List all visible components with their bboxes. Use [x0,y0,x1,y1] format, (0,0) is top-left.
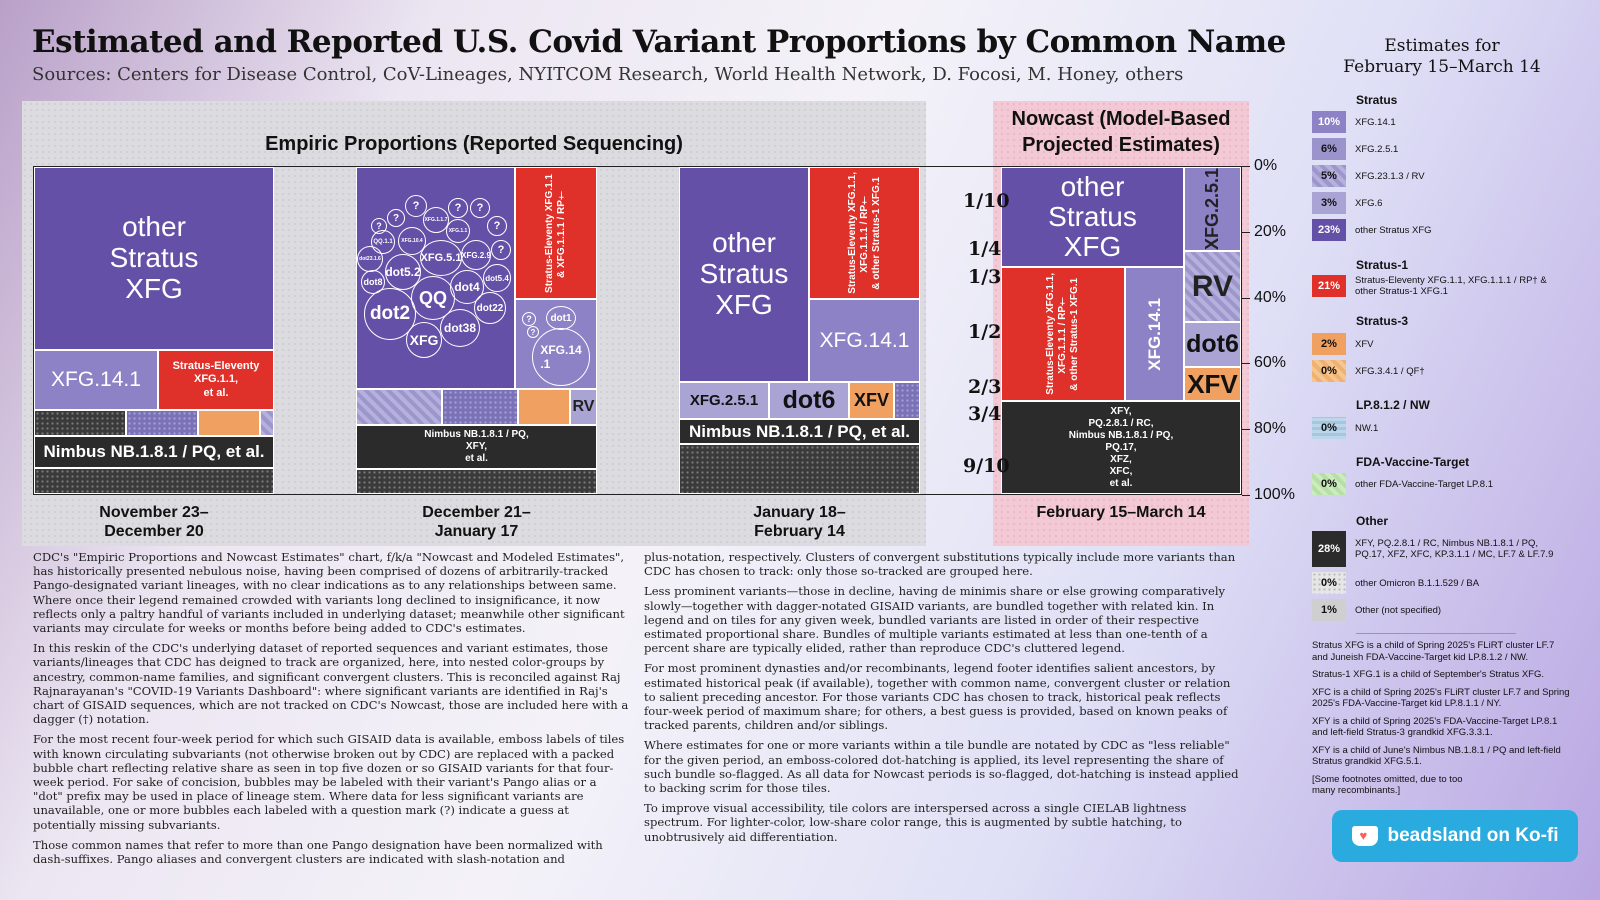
tile-p1-minor-b [126,410,198,436]
bubble-xfg-1-1-7: XFG.1.1.7 [423,207,449,233]
legend-heading: Estimates for February 15–March 14 [1343,36,1541,77]
bubble-dot5-4: dot5.4 [483,264,511,292]
tile-p2-rv: RV [570,389,597,425]
legend-item [1312,138,1398,160]
body-text-col-1 [33,550,629,872]
y-tick-label: 40% [1254,289,1287,306]
bubble-unknown: ? [491,240,511,260]
tile-p2-nimbus: Nimbus NB.1.8.1 / PQ, XFY, et al. [356,425,597,469]
tile-p1-other-stratus-xfg: other Stratus XFG [34,167,274,350]
tile-p4-other-stratus-xfg: other Stratus XFG [1001,167,1184,267]
legend-note: [Some footnotes omitted, due to too many recombinants.] [1312,773,1463,796]
y-tick-mark [1242,298,1250,299]
legend-group-stratus-1: Stratus-1 [1356,258,1409,272]
fraction-tick: 1/2 [968,321,1002,343]
legend-item [1312,531,1570,567]
x-label-period-1: November 23– December 20 [99,504,209,541]
tile-p2-small-a [356,389,442,425]
tile-p3-xfg-2-5-1: XFG.2.5.1 [679,382,769,419]
tile-p4-stratus-eleventy-label: Stratus-Eleventy XFG.1.1, XFG.1.1.1 / RP† & other Stratus-1 XFG.1 [1045,273,1080,395]
y-tick-mark [1242,429,1250,430]
bubble-dot1: dot1 [546,306,576,330]
tile-p3-nimbus-hatched [679,444,920,494]
y-tick-mark [1242,166,1250,167]
y-tick-label: 20% [1254,223,1287,240]
y-tick-label: 100% [1254,486,1295,503]
legend-notes [1312,640,1570,797]
body-paragraph: Those common names that refer to more than one Pango designation have been normalized with dash-suffixes. Pango aliases and convergent clusters are indicated with slash-notation and [33,837,603,867]
bubble-unknown: ? [522,312,536,326]
tile-p2-stratus-eleventy-label: Stratus-Eleventy XFG.1.1 & XFG.1.1.1 / RP† [544,173,567,293]
tile-p2-small-c [518,389,570,425]
page-subtitle: Sources: Centers for Disease Control, CoV-Lineages, NYITCOM Research, World Health Network, D. Focosi, M. Honey, others [32,64,1184,85]
bubble-xfg-1-1: XFG.1.1 [446,219,470,243]
tile-p2-stratus-eleventy [515,167,597,299]
tile-p4-xfg-14-1 [1125,267,1184,401]
tile-p4-xfg-14-1-label: XFG.14.1 [1144,297,1164,371]
legend-swatch: 5% [1312,165,1346,187]
legend-label: NW.1 [1355,422,1379,434]
legend-label: other Stratus XFG [1355,224,1432,236]
bubble-unknown: ? [371,218,387,234]
legend-swatch: 1% [1312,599,1346,621]
y-tick-label: 80% [1254,420,1287,437]
tile-p4-xfg-2-5-1 [1184,167,1241,251]
legend-item [1312,165,1425,187]
tile-p4-xfg-2-5-1-label: XFG.2.5.1 [1202,167,1222,251]
legend-item [1312,572,1479,594]
tile-p3-xfv: XFV [849,382,894,419]
legend-label: Other (not specified) [1355,604,1442,616]
legend-swatch: 3% [1312,192,1346,214]
tile-p3-minor [894,382,920,419]
body-paragraph: Less prominent variants—those in decline, having de minimis share or else growing comparatively slowly—together with dagger-notated GISAID variants, are bundled together with related kin. In legend and on tiles for any given week, bundled variants are listed in order of their respective estimated proportional share. Bundles of multiple variants estimated at less than one-tenth of a percent share are typically elided, rather than reproduce CDC's cluttered legend. [644,584,1226,656]
kofi-button[interactable] [1332,810,1578,862]
tile-p1-nimbus-hatched [34,468,274,494]
tile-p3-xfg-14-1: XFG.14.1 [809,299,920,382]
legend-label: other FDA-Vaccine-Target LP.8.1 [1355,478,1493,490]
tile-p4-dot6: dot6 [1184,322,1241,367]
empiric-panel-title: Empiric Proportions (Reported Sequencing) [265,133,683,155]
tile-p4-xfv: XFV [1184,367,1241,401]
y-tick-label: 0% [1254,157,1278,174]
legend-item [1312,111,1396,133]
fraction-tick: 1/4 [968,238,1002,260]
legend-group-stratus-3: Stratus-3 [1356,314,1409,328]
legend-label: Stratus-Eleventy XFG.1.1, XFG.1.1.1 / RP† & other Stratus-1 XFG.1 [1355,275,1547,297]
bubble-unknown: ? [387,209,405,227]
legend-group-other: Other [1356,514,1389,528]
legend-item [1312,417,1378,439]
legend-note: XFC is a child of Spring 2025's FLiRT cluster LF.7 and Spring 2025's FDA-Vaccine-Target kid LP.8.1.1 / NY. [1312,686,1570,709]
y-tick-mark [1242,232,1250,233]
nowcast-panel-title: Nowcast (Model-Based Projected Estimates) [1011,108,1231,156]
legend-label: XFG.3.4.1 / QF† [1355,365,1425,377]
legend-swatch: 21% [1312,275,1346,297]
x-label-period-3: January 18– February 14 [753,504,846,541]
tile-p4-rv: RV [1184,251,1241,322]
legend-item [1312,473,1493,495]
bubble-xfg-5-1: XFG.5.1 [420,240,462,276]
legend-swatch: 0% [1312,360,1346,382]
body-paragraph: In this reskin of the CDC's underlying dataset of reported sequences and variant estimates, those variants/lineages that CDC has deigned to track are organized, here, into nested color-groups by ancestry, common-name families, and significant convergent clusters. This is reconciled against Raj Rajnarayanan's "COVID-19 Variants Dashboard": where significant variants are identified in Raj's chart of GISAID sequences, which are not tracked on CDC's Nowcast, those are included here with a dagger (†) notation. [33,641,629,727]
tile-p1-xfg-14-1: XFG.14.1 [34,350,158,410]
bubble-unknown: ? [405,195,427,217]
fraction-tick: 9/10 [963,455,1010,477]
bubble-dot5-2: dot5.2 [385,254,421,290]
legend-label: other Omicron B.1.1.529 / BA [1355,577,1480,589]
body-paragraph: To improve visual accessibility, tile colors are interspersed across a single CIELAB lightness spectrum. For lighter-color, low-share color range, this is augmented by subtle hatching, to unobtrusively aid differentiation. [644,801,1187,844]
legend-item [1312,192,1382,214]
tile-p4-stratus-eleventy [1001,267,1125,401]
fraction-tick: 3/4 [968,403,1002,425]
legend-label: XFY, PQ.2.8.1 / RC, Nimbus NB.1.8.1 / PQ, PQ.17, XFZ, XFC, KP.3.1.1 / MC, LF.7 & LF.7.9 [1355,538,1554,560]
legend-item [1312,275,1565,297]
y-axis-ticks [1242,157,1302,503]
legend-group-lp-8-1-2: LP.8.1.2 / NW [1356,398,1430,412]
body-paragraph: Where estimates for one or more variants within a tile bundle are notated by CDC as "less reliable" for the given period, an emboss-colored dot-hatching is applied, its level representing the share of such bundle so-flagged. As all data for Nowcast periods is so-flagged, dot-hatching is instead applied to backing scrim for those tiles. [644,738,1239,796]
legend-note: XFY is a child of June's Nimbus NB.1.8.1 / PQ and left-field Stratus grandkid XFG.5.1. [1312,744,1561,767]
bubble-xfg-14-1: XFG.14 .1 [532,328,590,386]
tile-p4-other: XFY, PQ.2.8.1 / RC, Nimbus NB.1.8.1 / PQ, PQ.17, XFZ, XFC, et al. [1001,401,1241,494]
bubble-dot38: dot38 [440,309,480,347]
legend-item [1312,333,1373,355]
tile-p1-minor-a [34,410,126,436]
legend-item [1312,360,1425,382]
kofi-label: beadsland on Ko-fi [1387,825,1559,846]
cup-heart-icon: ♥ [1352,826,1378,846]
legend-item [1312,599,1441,621]
bubble-unknown: ? [487,216,507,236]
legend-item [1312,219,1432,241]
x-label-period-2: December 21– January 17 [422,504,531,541]
tile-p3-nimbus: Nimbus NB.1.8.1 / PQ, et al. [679,419,920,444]
legend-swatch: 2% [1312,333,1346,355]
tile-p2-small-b [442,389,518,425]
y-tick-mark [1242,363,1250,364]
legend-note: XFY is a child of Spring 2025's FDA-Vaccine-Target LP.8.1 and left-field Stratus-3 grandkid XFG.3.3.1. [1312,715,1558,738]
fraction-tick: 1/10 [963,190,1010,212]
tile-p3-stratus-eleventy [809,167,920,299]
body-paragraph: For the most recent four-week period for which such GISAID data is available, emboss labels of tiles with known circulating subvariants (not otherwise broken out by CDC) are replaced with a packed bubble chart reflecting relative share as seen in top five dozen or so GISAID variants for that four-week period. For sake of concision, bubbles may be labeled with their variant's Pango alias or a "dot" prefix may be used in place of lineage stem. Where data for less significant variants are unavailable, one or more bubbles each labeled with a question mark (?) indicate a guess at potentially missing subvariants. [33,732,625,832]
bubble-qq-1-1: QQ.1.1 [371,230,395,254]
y-tick-mark [1242,495,1250,496]
bubble-dot4: dot4 [450,270,484,304]
legend-swatch: 0% [1312,572,1346,594]
x-label-period-4: February 15–March 14 [1036,504,1206,521]
bubble-dot23-1-6: dot23.1.6 [357,246,383,272]
legend-swatch: 23% [1312,219,1346,241]
legend-label: XFV [1355,338,1374,350]
body-paragraph: CDC's "Empiric Proportions and Nowcast Estimates" chart, f/k/a "Nowcast and Modeled Estimates", has historically presented nebulous noise, having been comprised of dozens of arbitrarily-tracked Pango-designated variant lineages, with no clear indications as to any relationships between same. Where once their legend remained crowded with variants long declined to insignificance, it now reflects only a paltry handful of variants included in underlying dataset; meanwhile other significant variants may circulate for weeks or months before being added to CDC's estimates. [33,550,625,636]
tile-p3-dot6: dot6 [769,382,849,419]
legend-swatch: 0% [1312,473,1346,495]
tile-p1-minor-c [198,410,260,436]
legend-swatch: 28% [1312,531,1346,567]
body-text-col-2 [644,550,1240,850]
legend-group-stratus: Stratus [1356,93,1398,107]
tile-p1-stratus-eleventy: Stratus-Eleventy XFG.1.1, et al. [158,350,274,410]
page-title: Estimated and Reported U.S. Covid Variant Proportions by Common Name [32,24,1286,60]
legend-swatch: 10% [1312,111,1346,133]
tile-p1-minor-d [260,410,274,436]
legend-note: Stratus XFG is a child of Spring 2025's FLiRT cluster LF.7 and Juneish FDA-Vaccine-Target kid LP.8.1.2 / NW. [1312,640,1555,663]
tile-p1-nimbus: Nimbus NB.1.8.1 / PQ, et al. [34,436,274,468]
fraction-tick: 1/3 [968,266,1002,288]
legend-label: XFG.14.1 [1355,116,1396,128]
legend-label: XFG.6 [1355,197,1383,209]
legend-divider [1356,633,1516,634]
legend-swatch: 6% [1312,138,1346,160]
legend-note: Stratus-1 XFG.1 is a child of September's Stratus XFG. [1312,669,1545,680]
bubble-unknown: ? [470,198,490,218]
bubble-qq: QQ [411,276,455,320]
bubble-dot22: dot22 [474,292,506,324]
bubble-dot8: dot8 [361,270,385,294]
tile-p3-stratus-eleventy-label: Stratus-Eleventy XFG.1.1, XFG.1.1.1 / RP† & other Stratus-1 XFG.1 [846,172,882,294]
legend-swatch: 0% [1312,417,1346,439]
bubble-xfg: XFG [406,322,442,358]
body-paragraph: plus-notation, respectively. Clusters of convergent substitutions typically include more variants than CDC has chosen to track: only those so-tracked are grouped here. [644,550,1236,579]
y-tick-label: 60% [1254,354,1287,371]
tile-p3-other-stratus-xfg: other Stratus XFG [679,167,809,382]
fraction-tick: 2/3 [968,376,1002,398]
tile-p2-nimbus-hatched [356,469,597,494]
bubble-unknown: ? [448,198,468,218]
legend-label: XFG.2.5.1 [1355,143,1399,155]
bubble-xfg-2-9: XFG.2.9 [461,240,491,270]
body-paragraph: For most prominent dynasties and/or recombinants, legend footer identifies salient ancestors, by estimated historical peak (if available), together with common name, convergent cluster or relation to salient preceding ancestor. For those variants CDC has chosen to track, historical peak reflects four-week period of maximum share; for others, a best guess is provided, based on known peaks of tracked parents, children and/or siblings. [644,661,1231,733]
legend-group-fda: FDA-Vaccine-Target [1356,455,1470,469]
legend-label: XFG.23.1.3 / RV [1355,170,1425,182]
bubble-dot2: dot2 [364,288,416,340]
bubble-unknown: ? [527,326,539,338]
bubble-xfg-10-4: XFG.10.4 [398,227,426,255]
